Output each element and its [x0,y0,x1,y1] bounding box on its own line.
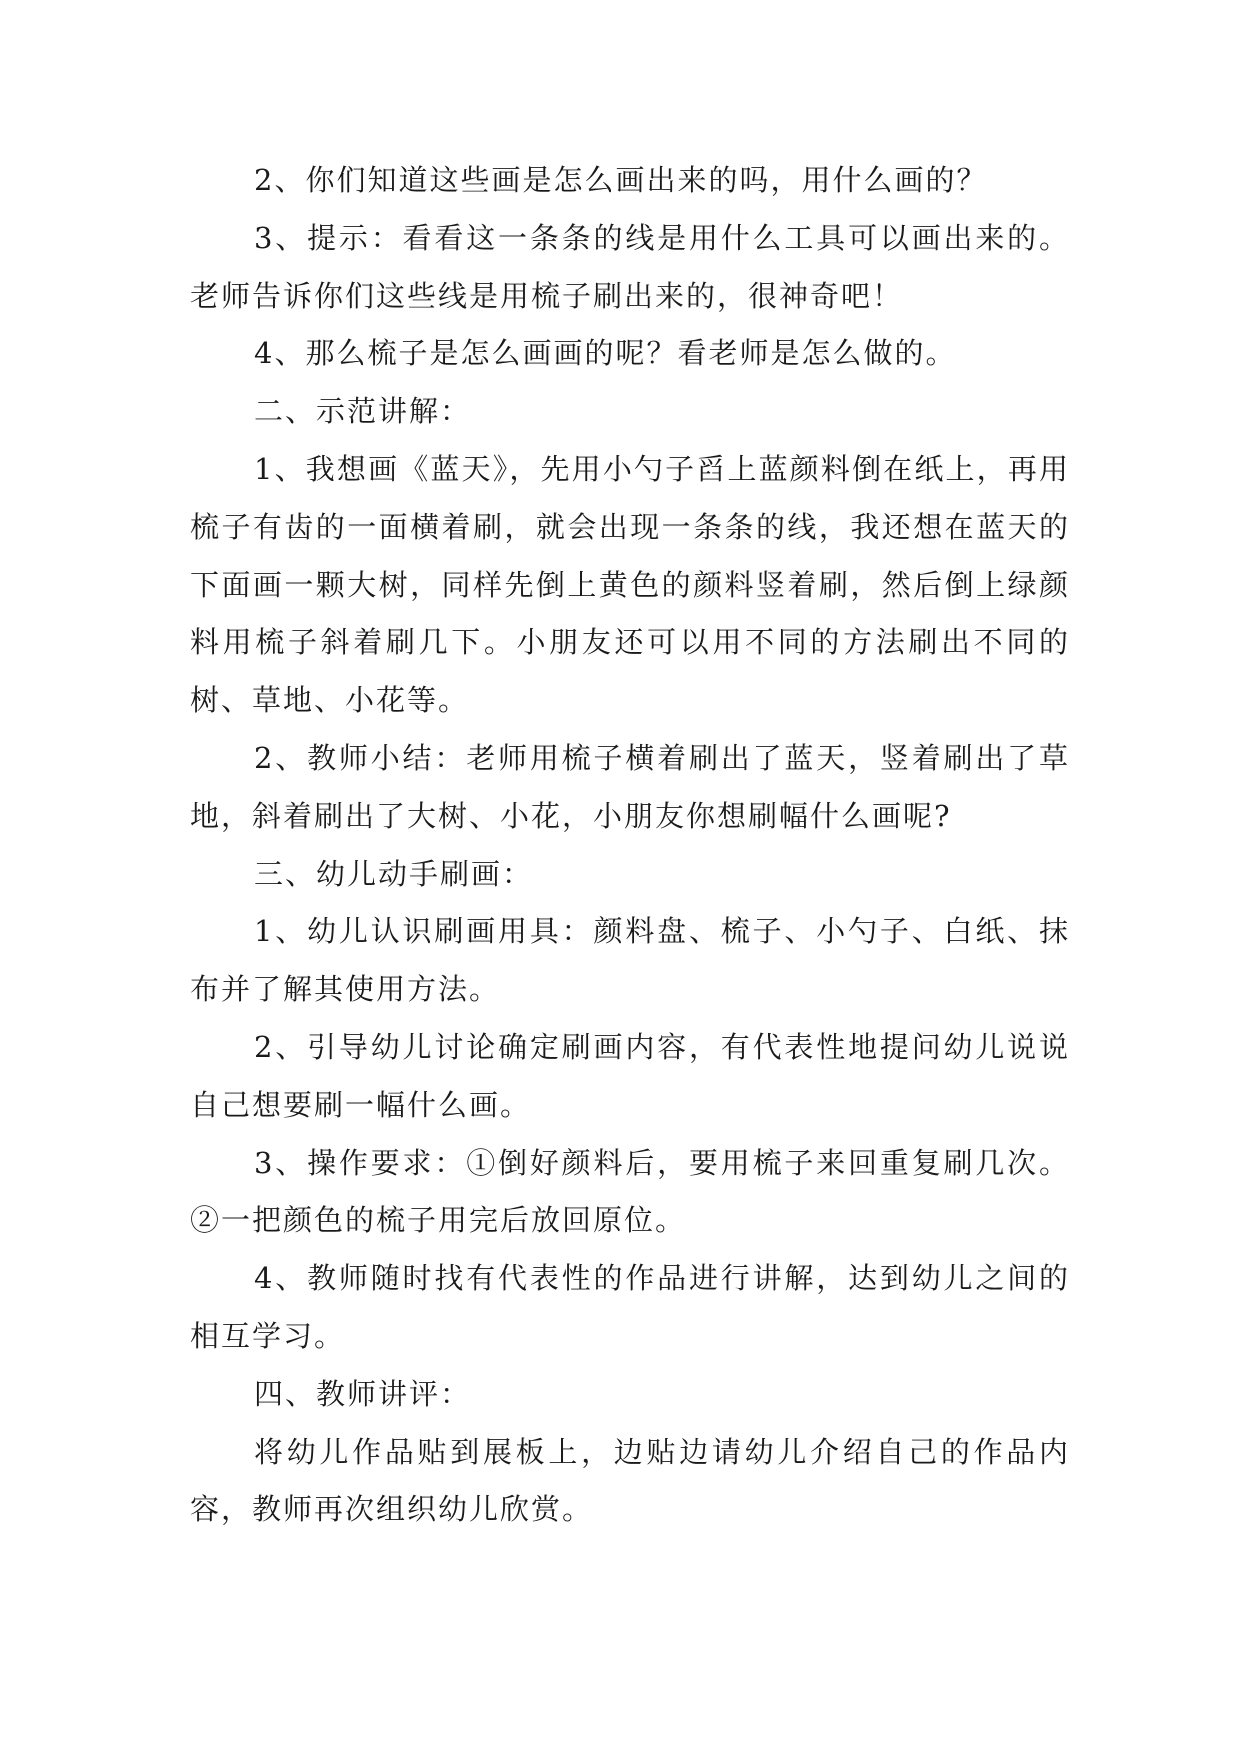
paragraph-demo-1: 1、我想画《蓝天》，先用小勺子舀上蓝颜料倒在纸上，再用梳子有齿的一面横着刷，就会出现一条条的线，我还想在蓝天的下面画一颗大树，同样先倒上黄色的颜料竖着刷，然后倒上绿颜料用梳子斜着刷几下。小朋友还可以用不同的方法刷出不同的树、草地、小花等。 [190,451,1070,718]
section-heading-demonstration: 二、示范讲解： [254,394,472,429]
paragraph-hint-3: 3、提示：看看这一条条的线是用什么工具可以画出来的。老师告诉你们这些线是用梳子刷出来的，很神奇吧！ [190,220,1070,313]
paragraph-question-2: 2、你们知道这些画是怎么画出来的吗，用什么画的？ [254,163,988,197]
paragraph-hands-on-1: 1、幼儿认识刷画用具：颜料盘、梳子、小勺子、白纸、抹布并了解其使用方法。 [190,914,1070,1007]
paragraph-evaluation: 将幼儿作品贴到展板上，边贴边请幼儿介绍自己的作品内容，教师再次组织幼儿欣赏。 [190,1434,1070,1527]
paragraph-hands-on-3: 3、操作要求：①倒好颜料后，要用梳子来回重复刷几次。②一把颜色的梳子用完后放回原位。 [190,1145,1070,1238]
paragraph-demo-2: 2、教师小结：老师用梳子横着刷出了蓝天，竖着刷出了草地，斜着刷出了大树、小花，小朋友你想刷幅什么画呢? [190,740,1070,833]
document-body [190,152,1070,1539]
paragraph-question-4: 4、那么梳子是怎么画画的呢？看老师是怎么做的。 [254,336,957,371]
paragraph-hands-on-4: 4、教师随时找有代表性的作品进行讲解，达到幼儿之间的相互学习。 [190,1261,1070,1353]
paragraph-hands-on-2: 2、引导幼儿讨论确定刷画内容，有代表性地提问幼儿说说自己想要刷一幅什么画。 [190,1029,1070,1122]
section-heading-evaluation: 四、教师讲评： [254,1376,472,1411]
section-heading-hands-on: 三、幼儿动手刷画： [254,856,534,891]
